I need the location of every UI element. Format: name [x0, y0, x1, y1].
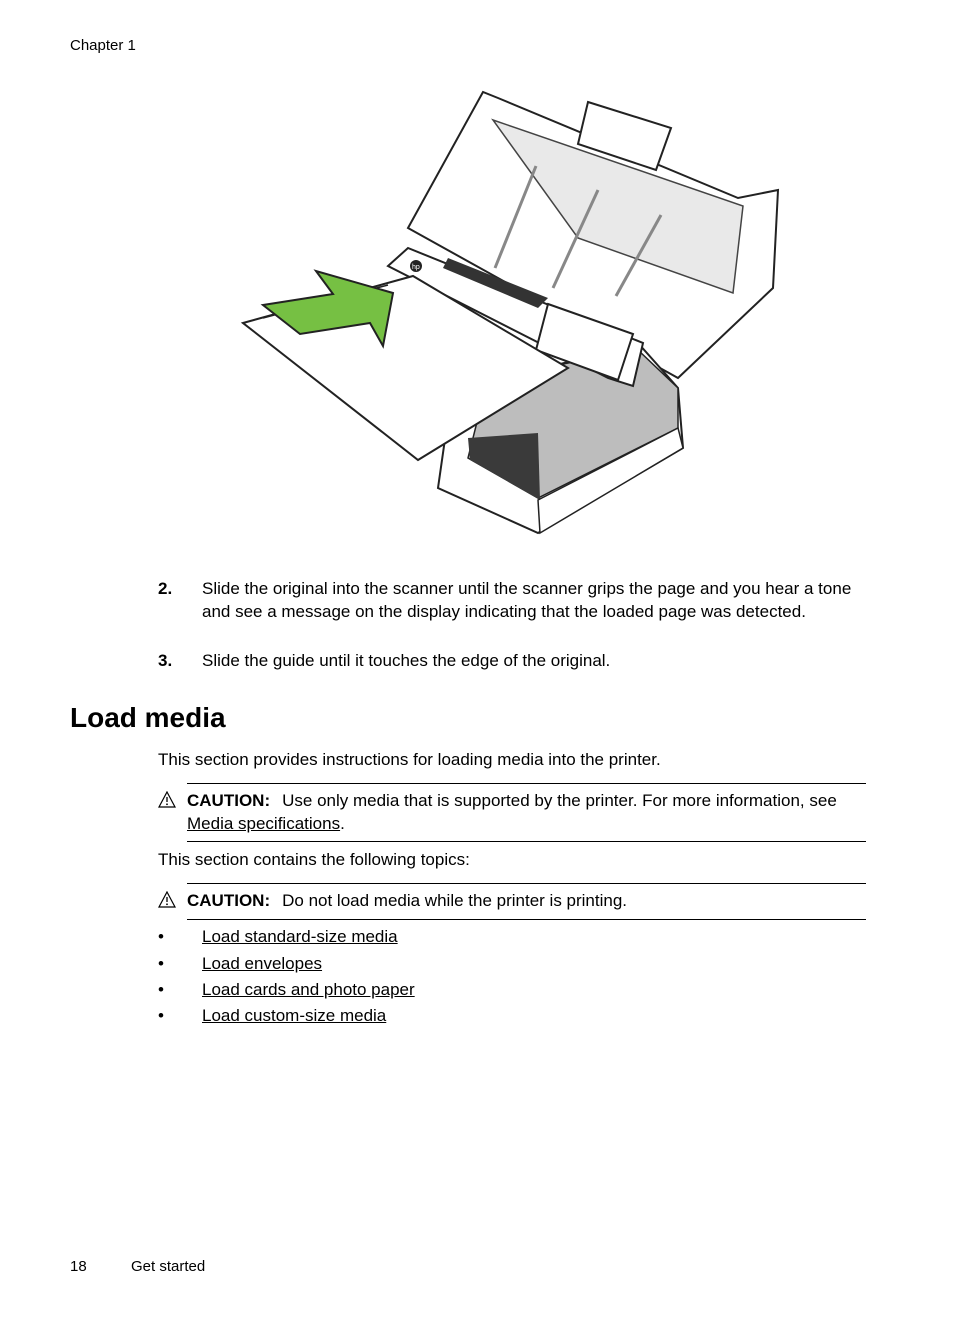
step-number: 3.: [158, 651, 173, 670]
caution-trailing: .: [340, 814, 345, 833]
warning-icon: [158, 791, 176, 808]
bullet-marker: •: [158, 954, 164, 973]
caution-label: CAUTION:: [187, 891, 271, 910]
bullet-marker: •: [158, 1006, 164, 1025]
caution-text: Use only media that is supported by the printer. For more information, see: [282, 791, 837, 810]
caution-label: CAUTION:: [187, 791, 271, 810]
scanner-illustration: [238, 88, 783, 538]
caution-text: Do not load media while the printer is printing.: [282, 891, 628, 910]
running-header: Chapter 1: [70, 37, 136, 54]
topic-link-cards-photo[interactable]: Load cards and photo paper: [202, 980, 415, 999]
divider: [187, 841, 866, 842]
media-specifications-link[interactable]: Media specifications: [187, 814, 341, 833]
divider: [187, 883, 866, 884]
topic-link-standard-size[interactable]: Load standard-size media: [202, 927, 398, 946]
step-number: 2.: [158, 579, 173, 598]
step-text: Slide the guide until it touches the edge of the original.: [202, 651, 611, 670]
section-intro: This section provides instructions for loading media into the printer.: [158, 750, 661, 769]
topic-link-custom-size[interactable]: Load custom-size media: [202, 1006, 387, 1025]
step-text: Slide the original into the scanner until the scanner grips the page and you hear a tone and see a message on the display indicating that the loaded page was detected.: [202, 579, 852, 621]
page-number: 18: [70, 1258, 87, 1275]
footer-section: Get started: [131, 1258, 206, 1275]
topic-link-envelopes[interactable]: Load envelopes: [202, 954, 323, 973]
divider: [187, 919, 866, 920]
bullet-marker: •: [158, 927, 164, 946]
topics-intro: This section contains the following topics:: [158, 850, 470, 869]
section-title: Load media: [70, 702, 226, 733]
warning-icon: [158, 891, 176, 908]
divider: [187, 783, 866, 784]
bullet-marker: •: [158, 980, 164, 999]
hp-logo: hp: [412, 264, 420, 271]
